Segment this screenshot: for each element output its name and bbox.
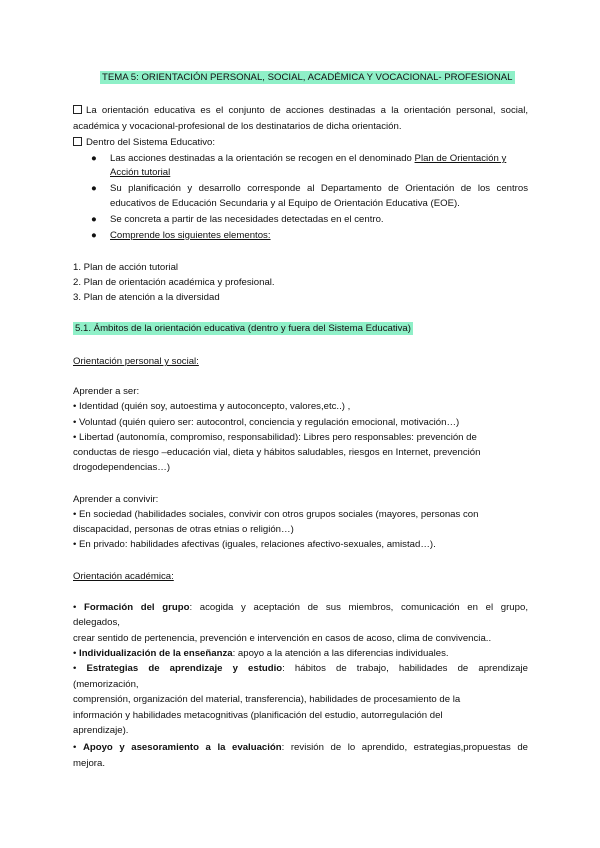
bullet-4: Comprende los siguientes elementos: bbox=[110, 230, 271, 241]
formacion-cont: crear sentido de pertenencia, prevención e intervención en casos de acoso, clima de convivencia.. bbox=[73, 633, 492, 644]
bullet-2-cont: educativos de Educación Secundaria y al Equipo de Orientación Educativa (EOE). bbox=[110, 198, 460, 209]
checkbox-icon bbox=[73, 105, 82, 114]
estrategias-cont: comprensión, organización del material, transferencia), habilidades de procesamiento de la bbox=[73, 694, 461, 705]
conv-item-cont: discapacidad, personas de otras etnias o religión…) bbox=[73, 524, 294, 535]
individualizacion-item: • Individualización de la enseñanza: apoyo a la atención a las diferencias individuales. bbox=[73, 648, 449, 659]
intro-text-1: La orientación educativa es el conjunto de acciones destinadas a la orientación personal, social, bbox=[86, 105, 528, 116]
estrategias-cont: aprendizaje). bbox=[73, 725, 129, 736]
intro-line-2: académica y vocacional-profesional de los destinatarios de dicha orientación. bbox=[73, 121, 402, 132]
bullet-dot-icon: ● bbox=[91, 214, 97, 225]
section-51-highlight: 5.1. Ámbitos de la orientación educativa (dentro y fuera del Sistema Educativa) bbox=[75, 323, 411, 334]
personal-heading: Orientación personal y social: bbox=[73, 356, 199, 367]
plan-item: 1. Plan de acción tutorial bbox=[73, 262, 179, 273]
conv-item: • En sociedad (habilidades sociales, convivir con otros grupos sociales (mayores, personas con bbox=[73, 509, 479, 520]
plan-item: 3. Plan de atención a la diversidad bbox=[73, 292, 220, 303]
bullet-3: Se concreta a partir de las necesidades detectadas en el centro. bbox=[110, 214, 384, 225]
formacion-text: : acogida y aceptación de sus miembros, comunicación en el grupo, bbox=[189, 602, 528, 613]
ser-heading: Aprender a ser: bbox=[73, 386, 140, 397]
ser-item-cont: conductas de riesgo –educación vial, dieta y hábitos saludables, riesgos en Internet, prevención bbox=[73, 447, 481, 458]
page-title bbox=[100, 71, 515, 85]
apoyo-label: Apoyo y asesoramiento a la evaluación bbox=[82, 742, 282, 753]
bullet-dot-icon: ● bbox=[91, 230, 97, 241]
individualizacion-label: Individualización de la enseñanza bbox=[79, 648, 233, 659]
ser-item-cont: drogodependencias…) bbox=[73, 462, 171, 473]
plan-orientacion-link: Plan de Orientación y bbox=[414, 153, 507, 164]
bullet-2: Su planificación y desarrollo corresponde al Departamento de Orientación de los centros bbox=[110, 183, 528, 194]
bullet-1 bbox=[110, 152, 506, 166]
estrategias-cont: (memorización, bbox=[73, 679, 139, 690]
plan-item: 2. Plan de orientación académica y profesional. bbox=[73, 277, 275, 288]
formacion-cont: delegados, bbox=[73, 617, 120, 628]
estrategias-label: Estrategias de aprendizaje y estudio bbox=[86, 663, 283, 674]
estrategias-item: • Estrategias de aprendizaje y estudio: hábitos de trabajo, habilidades de aprendizaje bbox=[73, 663, 528, 674]
bullet-dot-icon: ● bbox=[91, 153, 97, 164]
individualizacion-text: : apoyo a la atención a las diferencias individuales. bbox=[232, 648, 449, 659]
apoyo-cont: mejora. bbox=[73, 758, 105, 769]
apoyo-text: : revisión de lo aprendido, estrategias,propuestas de bbox=[281, 742, 528, 753]
checkbox-icon bbox=[73, 137, 82, 146]
conv-heading: Aprender a convivir: bbox=[73, 494, 159, 505]
ser-item: • Voluntad (quién quiero ser: autocontrol, conciencia y regulación emocional, motivación…) bbox=[73, 417, 460, 428]
conv-item: • En privado: habilidades afectivas (iguales, relaciones afectivo-sexuales, amistad…). bbox=[73, 539, 436, 550]
estrategias-cont: información y habilidades metacognitivas (planificación del estudio, autorregulación del bbox=[73, 710, 443, 721]
bullet-dot-icon: ● bbox=[91, 183, 97, 194]
intro-text-3: Dentro del Sistema Educativo: bbox=[86, 137, 216, 148]
bullet-1-text: Las acciones destinadas a la orientación se recogen en el denominado bbox=[110, 153, 415, 164]
intro-line-1 bbox=[73, 104, 528, 118]
formacion-item: • Formación del grupo: acogida y aceptación de sus miembros, comunicación en el grupo, bbox=[73, 602, 528, 613]
bullet-1-cont: Acción tutorial bbox=[110, 167, 171, 178]
apoyo-item: • Apoyo y asesoramiento a la evaluación: revisión de lo aprendido, estrategias,propuestas de bbox=[73, 742, 528, 753]
section-heading bbox=[73, 322, 413, 336]
intro-line-3 bbox=[73, 136, 215, 150]
ser-item: • Libertad (autonomía, compromiso, responsabilidad): Libres pero responsables: prevención de bbox=[73, 432, 477, 443]
ser-item: • Identidad (quién soy, autoestima y autoconcepto, valores,etc..) , bbox=[73, 401, 351, 412]
formacion-label: Formación del grupo bbox=[84, 602, 190, 613]
academica-heading: Orientación académica: bbox=[73, 571, 174, 582]
title-highlight: TEMA 5: ORIENTACIÓN PERSONAL, SOCIAL, ACADÉMICA Y VOCACIONAL- PROFESIONAL bbox=[102, 72, 513, 83]
estrategias-text: : hábitos de trabajo, habilidades de aprendizaje bbox=[282, 663, 528, 674]
